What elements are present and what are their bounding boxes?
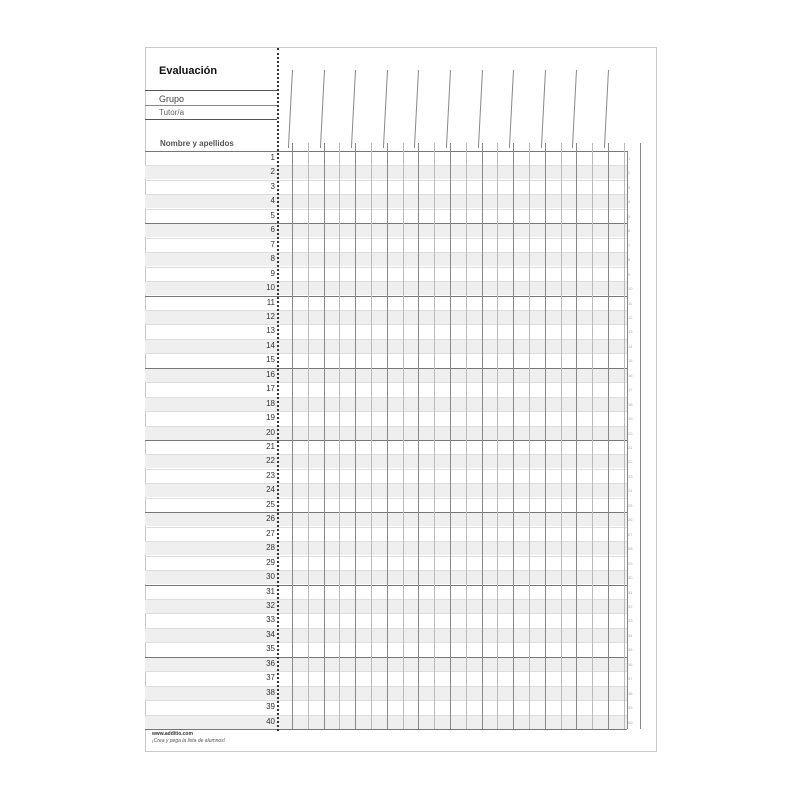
row-number: 35 bbox=[266, 644, 275, 654]
column-line bbox=[434, 143, 435, 729]
row-number-right: 12 bbox=[628, 314, 633, 320]
row-number: 27 bbox=[266, 528, 275, 538]
column-line bbox=[292, 143, 293, 729]
row-number: 32 bbox=[266, 600, 275, 610]
column-line bbox=[592, 143, 593, 729]
row-number-right: 34 bbox=[628, 632, 633, 638]
row-number: 29 bbox=[266, 557, 275, 567]
row-number: 9 bbox=[270, 268, 275, 278]
row-number-right: 13 bbox=[628, 329, 633, 335]
row-number: 14 bbox=[266, 340, 275, 350]
row-number-right: 23 bbox=[628, 473, 633, 479]
row-number-right: 25 bbox=[628, 502, 633, 508]
column-line bbox=[371, 143, 372, 729]
row-number-right: 27 bbox=[628, 531, 633, 537]
tutor-divider bbox=[145, 119, 277, 120]
row-number-right: 14 bbox=[628, 343, 633, 349]
row-number: 22 bbox=[266, 456, 275, 466]
row-number-right: 33 bbox=[628, 618, 633, 624]
row-number: 2 bbox=[270, 167, 275, 177]
row-line bbox=[145, 729, 627, 730]
title-divider bbox=[145, 90, 277, 91]
column-line bbox=[624, 143, 625, 729]
row-number-right: 32 bbox=[628, 603, 633, 609]
row-number-right: 19 bbox=[628, 416, 633, 422]
row-number: 16 bbox=[266, 369, 275, 379]
row-number-right: 35 bbox=[628, 647, 633, 653]
row-number-right: 7 bbox=[628, 242, 631, 248]
column-line bbox=[529, 143, 530, 729]
column-line bbox=[561, 143, 562, 729]
column-line bbox=[640, 143, 641, 729]
row-number: 24 bbox=[266, 485, 275, 495]
row-number: 26 bbox=[266, 514, 275, 524]
column-line bbox=[387, 143, 388, 729]
grupo-divider bbox=[145, 105, 277, 106]
column-line bbox=[545, 143, 546, 729]
row-number: 31 bbox=[266, 586, 275, 596]
row-number: 28 bbox=[266, 543, 275, 553]
grupo-label: Grupo bbox=[159, 94, 185, 104]
row-number-right: 18 bbox=[628, 401, 633, 407]
row-number: 37 bbox=[266, 673, 275, 683]
row-number-right: 17 bbox=[628, 387, 633, 393]
row-number-right: 36 bbox=[628, 661, 633, 667]
row-number-right: 30 bbox=[628, 575, 633, 581]
row-number-right: 2 bbox=[628, 170, 631, 176]
row-number-right: 31 bbox=[628, 589, 633, 595]
row-number: 17 bbox=[266, 384, 275, 394]
row-number-right: 29 bbox=[628, 560, 633, 566]
row-number: 4 bbox=[270, 196, 275, 206]
column-line bbox=[418, 143, 419, 729]
column-line bbox=[450, 143, 451, 729]
row-number: 1 bbox=[270, 153, 275, 162]
column-line bbox=[497, 143, 498, 729]
row-number-right: 6 bbox=[628, 228, 631, 234]
page-title: Evaluación bbox=[159, 65, 218, 77]
dotted-separator bbox=[277, 48, 279, 731]
row-number: 19 bbox=[266, 413, 275, 423]
row-number-right: 39 bbox=[628, 705, 633, 711]
column-line bbox=[482, 143, 483, 729]
row-number: 10 bbox=[266, 283, 275, 293]
row-number-right: 21 bbox=[628, 445, 633, 450]
column-line bbox=[355, 143, 356, 729]
row-number-right: 37 bbox=[628, 676, 633, 682]
row-number: 5 bbox=[270, 210, 275, 220]
column-line bbox=[608, 143, 609, 729]
row-number: 25 bbox=[266, 499, 275, 509]
row-number: 36 bbox=[266, 658, 275, 668]
column-line bbox=[513, 143, 514, 729]
row-number: 33 bbox=[266, 615, 275, 625]
row-number-right: 38 bbox=[628, 690, 633, 696]
row-number: 6 bbox=[270, 225, 275, 235]
column-line bbox=[308, 143, 309, 729]
row-number-right: 11 bbox=[628, 300, 633, 306]
row-number: 13 bbox=[266, 326, 275, 336]
column-line bbox=[466, 143, 467, 729]
row-number-right: 1 bbox=[628, 156, 631, 161]
column-line bbox=[324, 143, 325, 729]
row-number-right: 40 bbox=[628, 719, 633, 725]
row-number: 7 bbox=[270, 239, 275, 249]
column-line bbox=[576, 143, 577, 729]
row-number: 40 bbox=[266, 716, 275, 726]
row-number: 18 bbox=[266, 398, 275, 408]
row-number-right: 10 bbox=[628, 286, 633, 292]
row-number: 34 bbox=[266, 629, 275, 639]
row-number: 23 bbox=[266, 470, 275, 480]
column-line bbox=[339, 143, 340, 729]
footer-url: www.additio.com bbox=[152, 731, 193, 737]
footer-note: ¡Crea y pega la lista de alumnos! bbox=[152, 738, 226, 744]
row-number: 3 bbox=[270, 181, 275, 191]
row-number: 38 bbox=[266, 687, 275, 697]
row-number-right: 28 bbox=[628, 546, 633, 552]
row-number-right: 24 bbox=[628, 488, 633, 494]
row-number: 39 bbox=[266, 702, 275, 712]
row-number-right: 4 bbox=[628, 199, 631, 205]
row-number: 20 bbox=[266, 427, 275, 437]
row-number: 15 bbox=[266, 355, 275, 365]
row-number: 30 bbox=[266, 572, 275, 582]
row-number-right: 16 bbox=[628, 372, 633, 378]
row-number: 12 bbox=[266, 311, 275, 321]
row-number-right: 5 bbox=[628, 213, 631, 219]
names-column-header: Nombre y apellidos bbox=[160, 139, 234, 148]
row-number-right: 9 bbox=[628, 271, 631, 277]
row-number-right: 20 bbox=[628, 430, 633, 436]
row-number-right: 26 bbox=[628, 517, 633, 523]
row-number-right: 22 bbox=[628, 459, 633, 465]
row-number-right: 15 bbox=[628, 358, 633, 364]
row-number: 21 bbox=[266, 442, 275, 451]
row-number: 11 bbox=[266, 297, 275, 307]
row-number-right: 3 bbox=[628, 184, 631, 190]
row-number: 8 bbox=[270, 254, 275, 264]
column-line bbox=[403, 143, 404, 729]
row-number-right: 8 bbox=[628, 257, 631, 263]
tutor-label: Tutor/a bbox=[159, 108, 185, 117]
